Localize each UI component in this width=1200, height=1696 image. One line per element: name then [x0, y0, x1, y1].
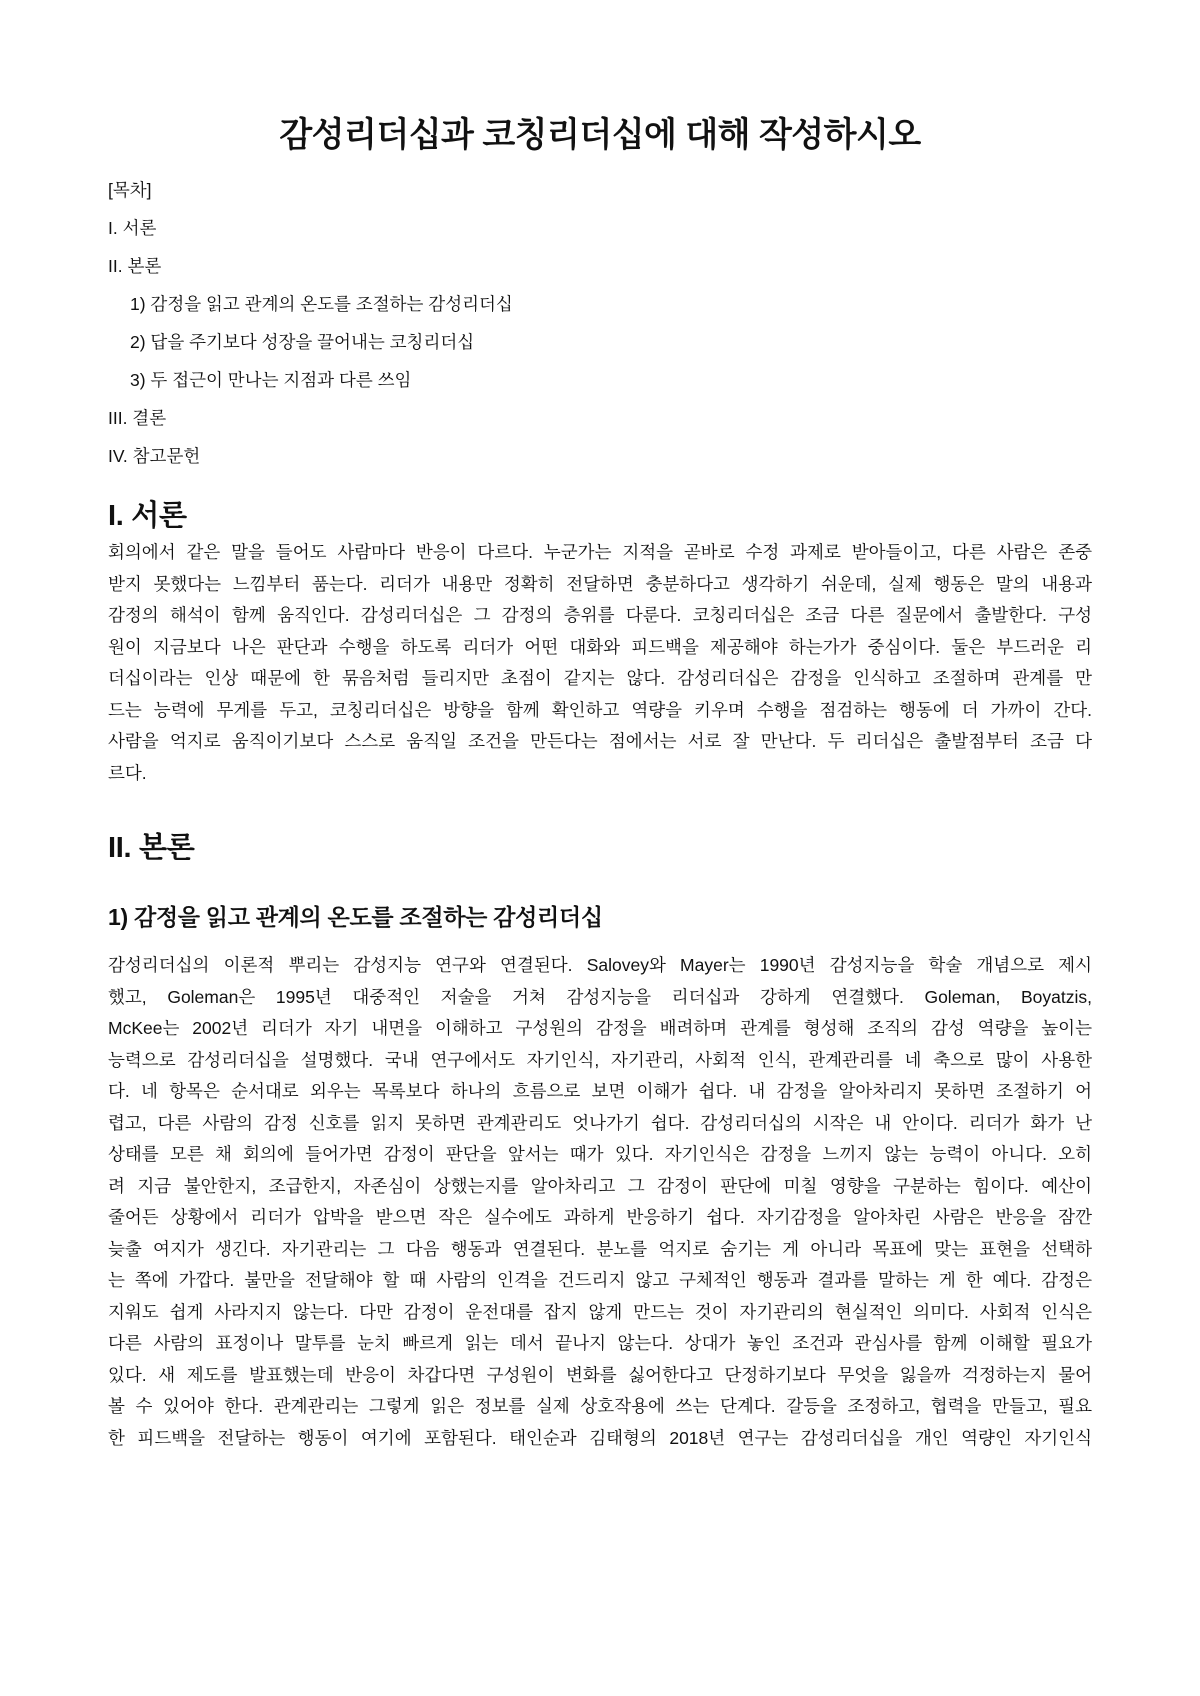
subsection-emotional-leadership	[108, 900, 1092, 1454]
text-line: 받지 못했다는 느낌부터 품는다. 리더가 내용만 정확히 전달하면 충분하다고 생각하기 쉬운데, 실제 행동은 말의 내용과	[108, 573, 1092, 594]
toc-item-main-body: II. 본론	[108, 256, 162, 276]
subsection-heading-emotional-leadership: 1) 감정을 읽고 관계의 온도를 조절하는 감성리더십	[108, 904, 603, 930]
text-line: 능력으로 감성리더십을 설명했다. 국내 연구에서도 자기인식, 자기관리, 사회적 인식, 관계관리를 네 축으로 많이 사용한	[108, 1049, 1092, 1070]
text-line: 는 쪽에 가깝다. 불만을 전달해야 할 때 사람의 인격을 건드리지 않고 구체적인 행동과 결과를 말하는 게 한 예다. 감정은	[108, 1270, 1092, 1290]
text-line: 감성리더십의 이론적 뿌리는 감성지능 연구와 연결된다. Salovey와 Mayer는 1990년 감성지능을 학술 개념으로 제시	[108, 955, 1092, 975]
toc-item-introduction: I. 서론	[108, 218, 157, 238]
text-line: 원이 지금보다 나은 판단과 수행을 하도록 리더가 어떤 대화와 피드백을 제공해야 하는가가 중심이다. 둘은 부드러운 리	[108, 636, 1092, 657]
section-heading-introduction: I. 서론	[108, 500, 187, 532]
toc-subitem-coaching-leadership: 2) 답을 주기보다 성장을 끌어내는 코칭리더십	[130, 332, 475, 352]
text-line: 다른 사람의 표정이나 말투를 눈치 빠르게 읽는 데서 끝나지 않는다. 상대가 놓인 조건과 관심사를 함께 이해할 필요가	[108, 1333, 1092, 1353]
text-line: 상태를 모른 채 회의에 들어가면 감정이 판단을 앞서는 때가 있다. 자기인식은 감정을 느끼지 않는 능력이 아니다. 오히	[108, 1144, 1092, 1164]
paragraph-emotional-leadership	[108, 950, 1092, 1454]
text-line: 한 피드백을 전달하는 행동이 여기에 포함된다. 태인순과 김태형의 2018년 연구는 감성리더십을 개인 역량인 자기인식	[108, 1427, 1092, 1448]
text-line: 볼 수 있어야 한다. 관계관리는 그렇게 읽은 정보를 실제 상호작용에 쓰는 단계다. 갈등을 조정하고, 협력을 만들고, 필요	[108, 1396, 1092, 1416]
paragraph-introduction	[108, 537, 1092, 789]
section-heading-main-body: II. 본론	[108, 832, 195, 864]
text-line: 지워도 쉽게 사라지지 않는다. 다만 감정이 운전대를 잡지 않게 만드는 것이 자기관리의 현실적인 의미다. 사회적 인식은	[108, 1301, 1092, 1322]
text-line: 했고, Goleman은 1995년 대중적인 저술을 거쳐 감성지능을 리더십과 강하게 연결했다. Goleman, Boyatzis,	[108, 986, 1092, 1007]
text-line: 회의에서 같은 말을 들어도 사람마다 반응이 다르다. 누군가는 지적을 곧바로 수정 과제로 받아들이고, 다른 사람은 존중	[108, 542, 1092, 562]
toc-heading: [목차]	[108, 180, 152, 200]
table-of-contents	[108, 171, 1092, 475]
text-line: 사람을 억지로 움직이기보다 스스로 움직일 조건을 만든다는 점에서는 서로 잘 만난다. 두 리더십은 출발점부터 조금 다	[108, 731, 1092, 751]
text-line: 감정의 해석이 함께 움직인다. 감성리더십은 그 감정의 층위를 다룬다. 코칭리더십은 조금 다른 질문에서 출발한다. 구성	[108, 605, 1092, 625]
text-line: 려 지금 불안한지, 조급한지, 자존심이 상했는지를 알아차리고 그 감정이 판단에 미칠 영향을 구분하는 힘이다. 예산이	[108, 1175, 1092, 1196]
text-line: McKee는 2002년 리더가 자기 내면을 이해하고 구성원의 감정을 배려하며 관계를 형성해 조직의 감성 역량을 높이는	[108, 1018, 1092, 1038]
section-main-body	[108, 828, 1092, 1454]
text-line: 더십이라는 인상 때문에 한 묶음처럼 들리지만 초점이 같지는 않다. 감성리더십은 감정을 인식하고 조절하며 관계를 만	[108, 668, 1092, 688]
text-line: 드는 능력에 무게를 두고, 코칭리더십은 방향을 함께 확인하고 역량을 키우며 수행을 점검하는 행동에 더 가까이 간다.	[108, 699, 1092, 720]
toc-subitem-comparison: 3) 두 접근이 만나는 지점과 다른 쓰임	[130, 370, 412, 390]
toc-item-references: IV. 참고문헌	[108, 446, 201, 466]
text-line: 있다. 새 제도를 발표했는데 반응이 차갑다면 구성원이 변화를 싫어한다고 단정하기보다 무엇을 잃을까 걱정하는지 물어	[108, 1364, 1092, 1385]
text-line: 다. 네 항목은 순서대로 외우는 목록보다 하나의 흐름으로 보면 이해가 쉽다. 내 감정을 알아차리지 못하면 조절하기 어	[108, 1081, 1092, 1101]
section-introduction	[108, 496, 1092, 789]
text-line: 늦출 여지가 생긴다. 자기관리는 그 다음 행동과 연결된다. 분노를 억지로 숨기는 게 아니라 목표에 맞는 표현을 선택하	[108, 1238, 1092, 1259]
document-title: 감성리더십과 코칭리더십에 대해 작성하시오	[279, 116, 921, 154]
toc-subitem-emotional-leadership: 1) 감정을 읽고 관계의 온도를 조절하는 감성리더십	[130, 294, 513, 314]
toc-item-conclusion: III. 결론	[108, 408, 167, 428]
text-line: 줄어든 상황에서 리더가 압박을 받으면 작은 실수에도 과하게 반응하기 쉽다. 자기감정을 알아차린 사람은 반응을 잠깐	[108, 1207, 1092, 1227]
text-line: 르다.	[108, 762, 147, 783]
text-line: 렵고, 다른 사람의 감정 신호를 읽지 못하면 관계관리도 엇나가기 쉽다. 감성리더십의 시작은 내 안이다. 리더가 화가 난	[108, 1112, 1092, 1133]
